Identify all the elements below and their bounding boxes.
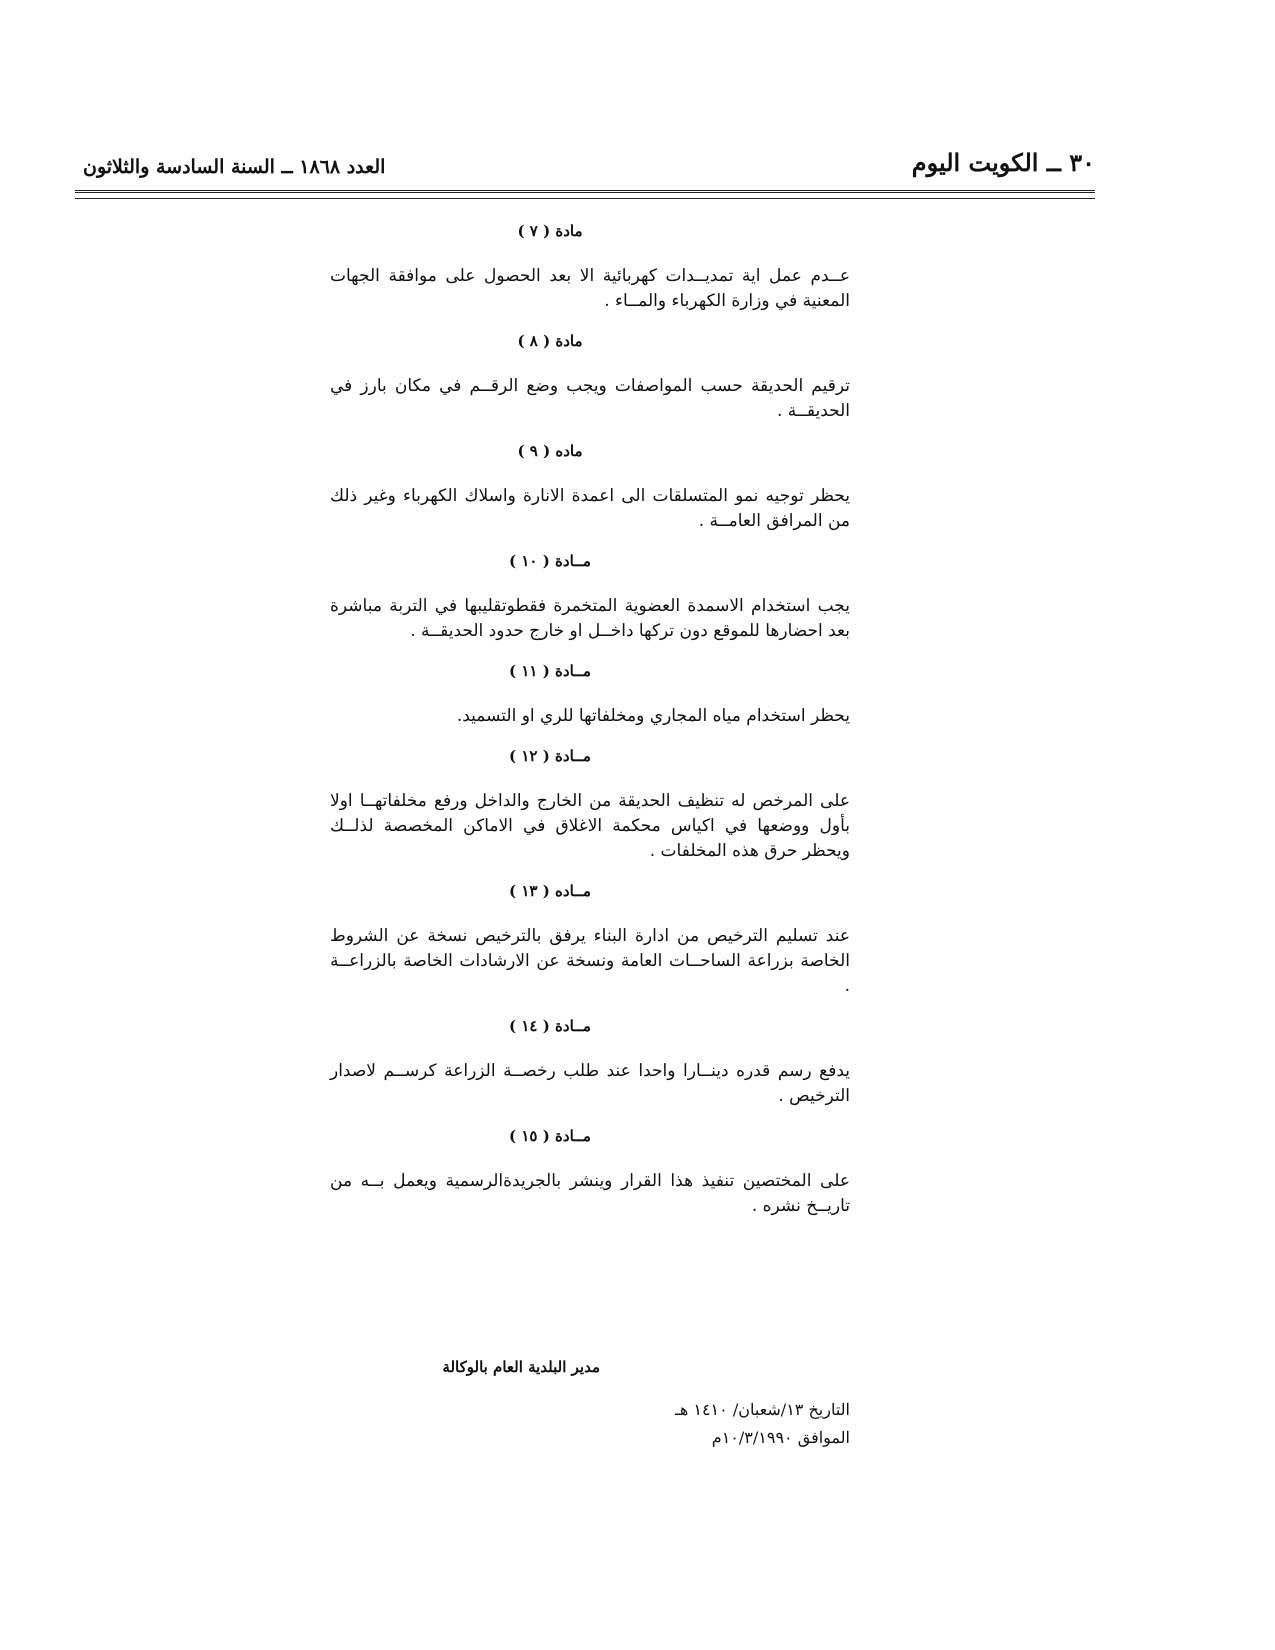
article-body: ترقيم الحديقة حسب المواصفات ويجب وضع الرقــم في مكان بارز في الحديقــة . xyxy=(330,376,850,421)
article-body: يدفع رسم قدره دينــارا واحدا عند طلب رخصــة الزراعة كرســم لاصدار الترخيص . xyxy=(330,1061,850,1106)
article-11 xyxy=(330,662,850,729)
article-title: مــادة ( ١١ ) xyxy=(509,662,591,680)
article-13 xyxy=(330,882,850,999)
article-7 xyxy=(330,222,850,314)
article-title: ماده ( ٩ ) xyxy=(517,442,583,460)
article-title: مــادة ( ١٥ ) xyxy=(509,1127,591,1145)
issue-info: العدد ١٨٦٨ ــ السنة السادسة والثلاثون xyxy=(83,156,386,178)
hijri-date: التاريخ ١٣/شعبان/ ١٤١٠ هـ xyxy=(675,1400,850,1419)
article-title: مادة ( ٨ ) xyxy=(517,332,583,350)
article-12 xyxy=(330,747,850,864)
article-title: مادة ( ٧ ) xyxy=(517,222,583,240)
article-body: عــدم عمل اية تمديــدات كهربائية الا بعد الحصول على موافقة الجهات المعنية في وزارة الكهرباء والمــاء . xyxy=(330,266,850,311)
header-divider-thin xyxy=(75,198,1095,199)
date-block xyxy=(600,1396,850,1452)
article-body: يحظر استخدام مياه المجاري ومخلفاتها للري او التسميد. xyxy=(456,706,850,726)
article-14 xyxy=(330,1017,850,1109)
signature-title: مدير البلدية العام بالوكالة xyxy=(442,1358,600,1376)
header-divider xyxy=(75,190,1095,193)
article-15 xyxy=(330,1127,850,1219)
article-title: مــادة ( ١٤ ) xyxy=(509,1017,591,1035)
article-body: يجب استخدام الاسمدة العضوية المتخمرة فقطوتقليبها في التربة مباشرة بعد احضارها للموقع دون تركها داخــل او خارج حدود الحديقــة . xyxy=(330,596,850,641)
article-9 xyxy=(330,442,850,534)
article-body: عند تسليم الترخيص من ادارة البناء يرفق بالترخيص نسخة عن الشروط الخاصة بزراعة الساحــات العامة ونسخة عن الارشادات الخاصة بالزراعــة . xyxy=(330,926,850,996)
article-10 xyxy=(330,552,850,644)
page-title: ٣٠ ــ الكويت اليوم xyxy=(911,148,1095,177)
gregorian-date: الموافق ١٠/٣/١٩٩٠م xyxy=(711,1428,850,1447)
article-title: مــاده ( ١٣ ) xyxy=(509,882,591,900)
article-body: يحظر توجيه نمو المتسلقات الى اعمدة الانارة واسلاك الكهرباء وغير ذلك من المرافق العامــة . xyxy=(330,486,850,531)
article-title: مــادة ( ١٢ ) xyxy=(509,747,591,765)
article-title: مــادة ( ١٠ ) xyxy=(509,552,591,570)
page-header xyxy=(75,148,1095,192)
article-8 xyxy=(330,332,850,424)
articles-column xyxy=(330,222,850,1237)
article-body: على المرخص له تنظيف الحديقة من الخارج والداخل ورفع مخلفاتهــا اولا بأول ووضعها في اكياس محكمة الاغلاق في الاماكن المخصصة لذلــك ويحظر حرق هذه المخلفات . xyxy=(330,791,850,861)
article-body: على المختصين تنفيذ هذا القرار وينشر بالجريدةالرسمية ويعمل بــه من تاريــخ نشره . xyxy=(330,1171,850,1216)
